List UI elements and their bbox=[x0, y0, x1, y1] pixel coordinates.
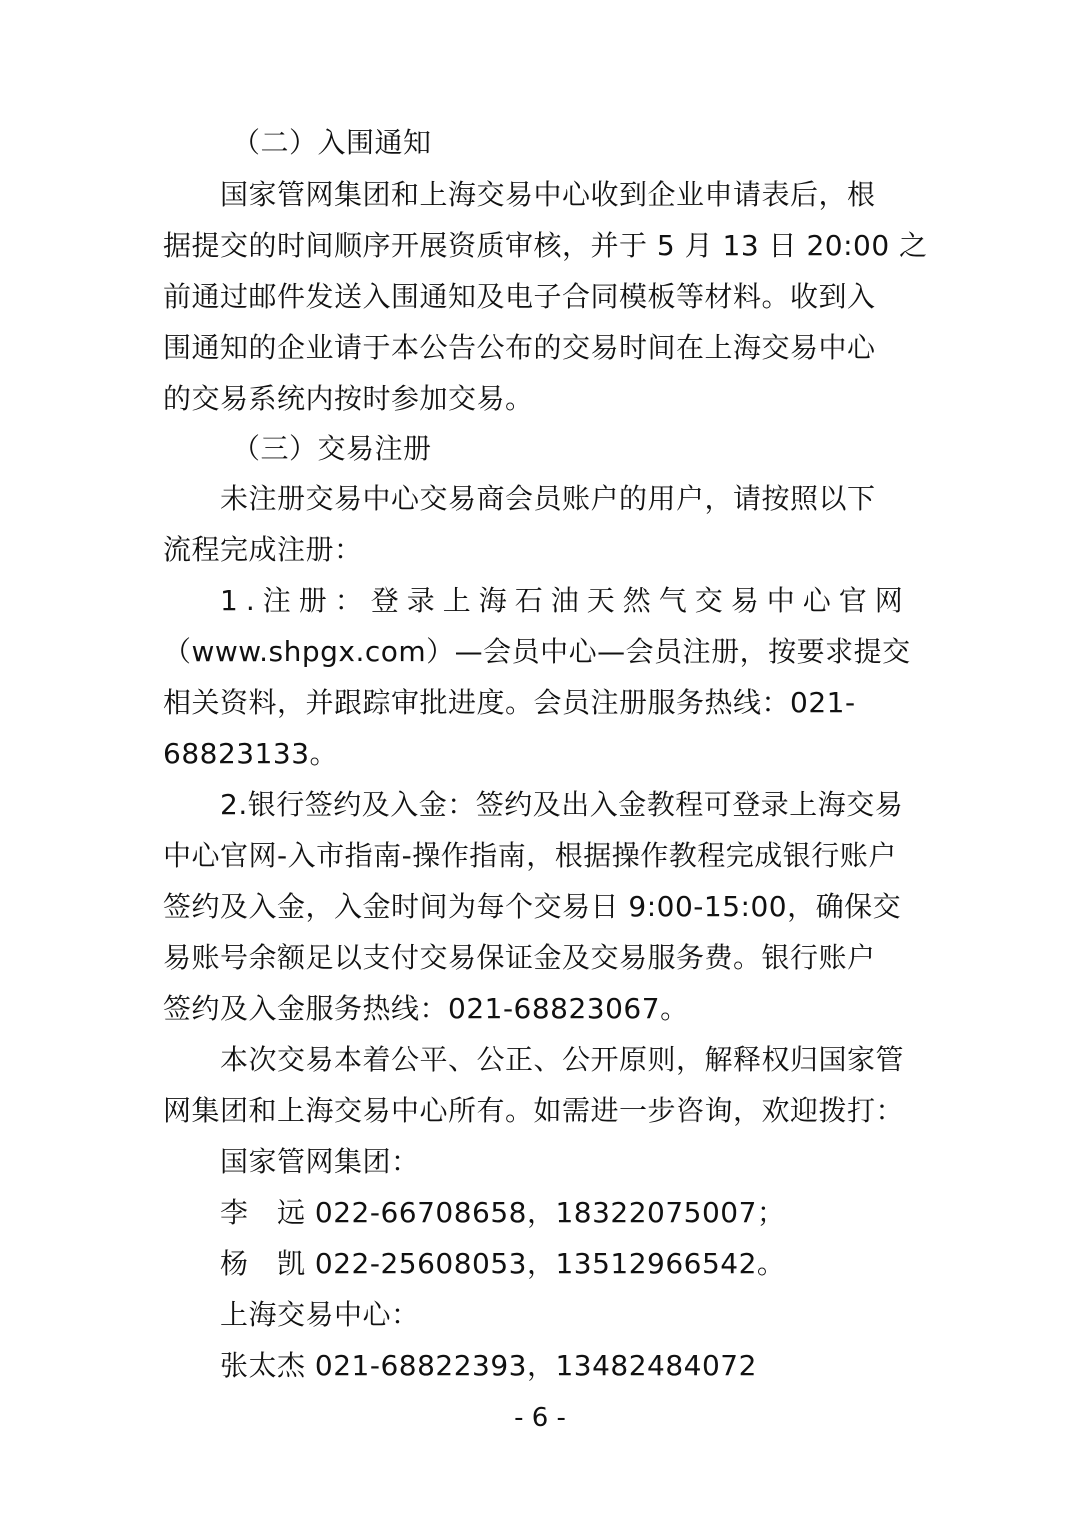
section-heading-trade-registration: （三）交易注册 bbox=[232, 432, 432, 465]
closing-line: 网集团和上海交易中心所有。如需进一步咨询，欢迎拨打： bbox=[163, 1094, 905, 1127]
step2-line: 易账号余额足以支付交易保证金及交易服务费。银行账户 bbox=[163, 941, 876, 974]
section-heading-admission-notice: （二）入围通知 bbox=[232, 126, 432, 159]
paragraph-line: 围通知的企业请于本公告公布的交易时间在上海交易中心 bbox=[163, 331, 876, 364]
step2-line: 2.银行签约及入金：签约及出入金教程可登录上海交易 bbox=[220, 788, 904, 821]
contact-group-label-pipechina: 国家管网集团： bbox=[220, 1145, 420, 1178]
step2-line: 签约及入金，入金时间为每个交易日 9:00-15:00，确保交 bbox=[163, 890, 902, 923]
contact-person: 李 远 022-66708658，18322075007； bbox=[220, 1196, 786, 1229]
paragraph-line: 据提交的时间顺序开展资质审核，并于 5 月 13 日 20:00 之 bbox=[163, 229, 928, 262]
closing-line: 本次交易本着公平、公正、公开原则，解释权归国家管 bbox=[220, 1043, 905, 1076]
step1-line: 1.注册：登录上海石油天然气交易中心官网 bbox=[220, 584, 911, 617]
paragraph-line: 的交易系统内按时参加交易。 bbox=[163, 382, 534, 415]
paragraph-line: 流程完成注册： bbox=[163, 533, 363, 566]
contact-person: 杨 凯 022-25608053，13512966542。 bbox=[220, 1247, 786, 1280]
contact-group-label-shpgx: 上海交易中心： bbox=[220, 1298, 420, 1331]
paragraph-line: 未注册交易中心交易商会员账户的用户，请按照以下 bbox=[220, 482, 876, 515]
step1-line: （www.shpgx.com）—会员中心—会员注册，按要求提交 bbox=[163, 635, 911, 668]
contact-person: 张太杰 021-68822393，13482484072 bbox=[220, 1349, 757, 1382]
step2-line: 签约及入金服务热线：021-68823067。 bbox=[163, 992, 689, 1025]
step1-line: 68823133。 bbox=[163, 737, 339, 770]
paragraph-line: 前通过邮件发送入围通知及电子合同模板等材料。收到入 bbox=[163, 280, 876, 313]
paragraph-line: 国家管网集团和上海交易中心收到企业申请表后，根 bbox=[220, 178, 876, 211]
step2-line: 中心官网-入市指南-操作指南，根据操作教程完成银行账户 bbox=[163, 839, 897, 872]
page-number: - 6 - bbox=[514, 1403, 566, 1433]
step1-line: 相关资料，并跟踪审批进度。会员注册服务热线：021- bbox=[163, 686, 856, 719]
